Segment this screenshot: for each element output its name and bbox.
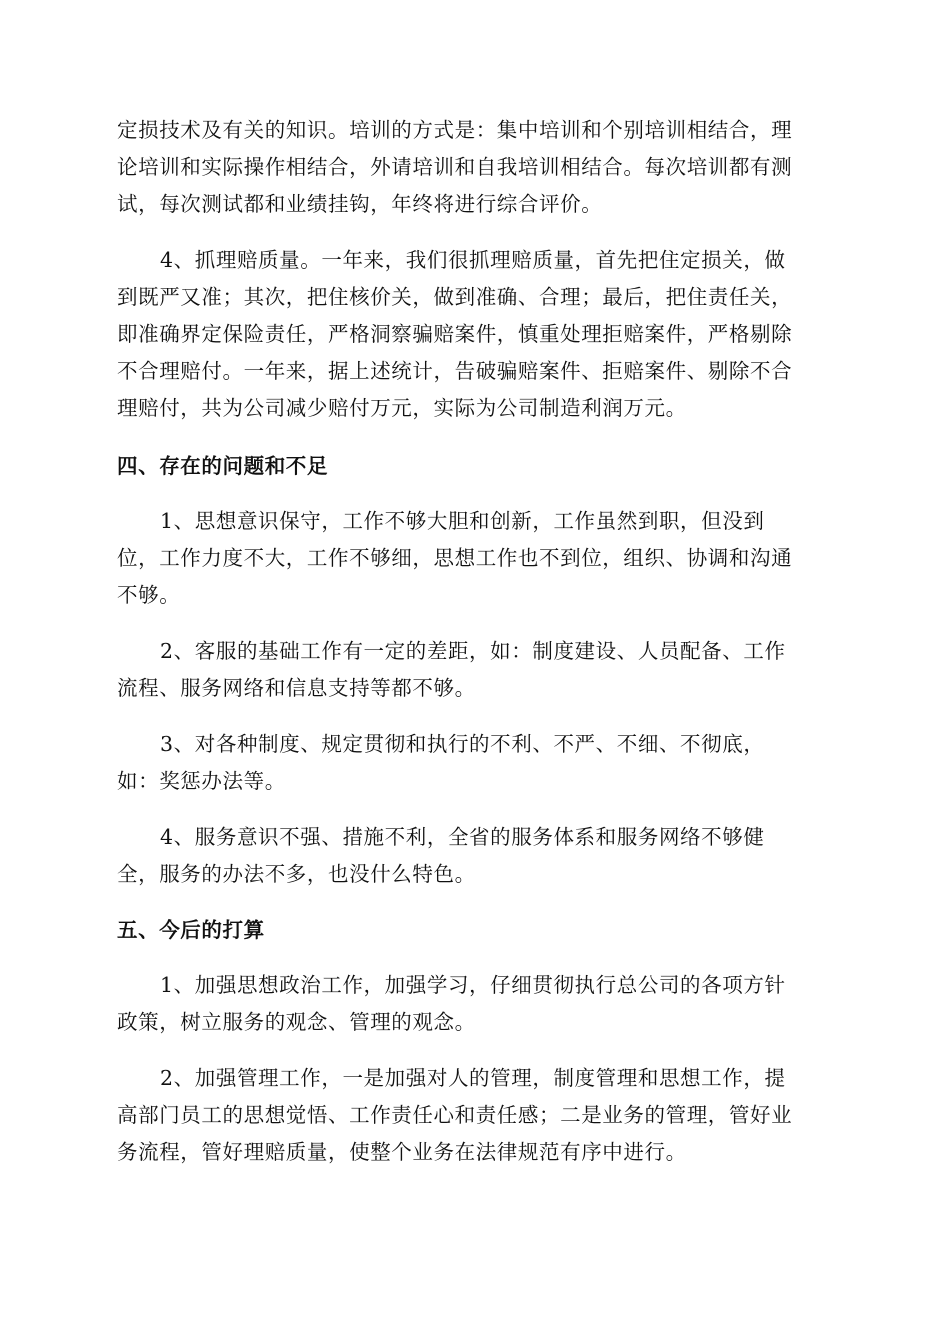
paragraph-line: 高部门员工的思想觉悟、工作责任心和责任感；二是业务的管理，管好业 [117,1103,793,1127]
paragraph-line: 定损技术及有关的知识。培训的方式是：集中培训和个别培训相结合，理 [117,118,793,142]
paragraph-line: 到既严又准；其次，把住核价关，做到准确、合理；最后，把住责任关， [117,285,793,309]
paragraph-line: 位，工作力度不大，工作不够细，思想工作也不到位，组织、协调和沟通 [117,546,793,570]
paragraph-line: 3、对各种制度、规定贯彻和执行的不利、不严、不细、不彻底， [160,732,765,756]
paragraph-line: 试，每次测试都和业绩挂钩，年终将进行综合评价。 [117,192,603,216]
paragraph-line: 全，服务的办法不多，也没什么特色。 [117,862,476,886]
paragraph-line: 1、加强思想政治工作，加强学习，仔细贯彻执行总公司的各项方针 [160,973,786,997]
paragraph-line: 即准确界定保险责任，严格洞察骗赔案件，慎重处理拒赔案件，严格剔除 [117,322,793,346]
paragraph-line: 2、加强管理工作，一是加强对人的管理，制度管理和思想工作，提 [160,1066,786,1090]
paragraph-line: 2、客服的基础工作有一定的差距，如：制度建设、人员配备、工作 [160,639,786,663]
paragraph-line: 如：奖惩办法等。 [117,769,286,793]
section-heading: 五、今后的打算 [117,918,265,942]
paragraph-line: 不够。 [117,583,181,607]
section-heading: 四、存在的问题和不足 [117,454,328,478]
paragraph-line: 4、抓理赔质量。一年来，我们很抓理赔质量，首先把住定损关，做 [160,248,786,272]
paragraph-line: 论培训和实际操作相结合，外请培训和自我培训相结合。每次培训都有测 [117,155,793,179]
paragraph-line: 流程、服务网络和信息支持等都不够。 [117,676,476,700]
paragraph-line: 不合理赔付。一年来，据上述统计，告破骗赔案件、拒赔案件、剔除不合 [117,359,793,383]
paragraph-line: 务流程，管好理赔质量，使整个业务在法律规范有序中进行。 [117,1140,687,1164]
paragraph-line: 1、思想意识保守，工作不够大胆和创新，工作虽然到职，但没到 [160,509,765,533]
paragraph-line: 政策，树立服务的观念、管理的观念。 [117,1010,476,1034]
paragraph-line: 4、服务意识不强、措施不利，全省的服务体系和服务网络不够健 [160,825,765,849]
paragraph-line: 理赔付，共为公司减少赔付万元，实际为公司制造利润万元。 [117,396,687,420]
